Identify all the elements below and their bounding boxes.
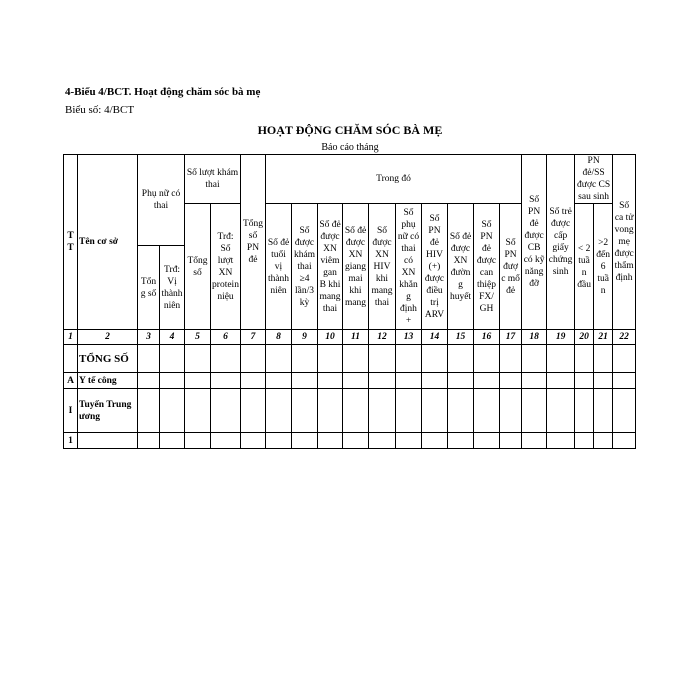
col-num: 18 — [522, 330, 547, 345]
table-row — [64, 389, 636, 433]
header-so-pn-de-can-thiep: Số PN đẻ được can thiệp FX/ GH — [474, 204, 500, 330]
row-code: I — [64, 389, 78, 433]
col-num: 20 — [575, 330, 594, 345]
header-so-phu-nu-hiv: Số phụ nữ có thai có XN khẳng định + — [396, 204, 422, 330]
col-num: 1 — [64, 330, 78, 345]
header-so-pn-de-hiv-arv: Số PN đẻ HIV (+) được điều trị ARV — [422, 204, 448, 330]
col-num: 7 — [241, 330, 266, 345]
header-so-tre-cap-giay: Số trẻ được cấp giấy chứng sinh — [547, 155, 575, 330]
header-trd-so-luot-xn: Trđ: Số lượt XN protein niệu — [211, 204, 241, 330]
header-so-de-xn-viem-gan: Số đẻ được XN viêm gan B khi mang thai — [318, 204, 343, 330]
col-num: 3 — [138, 330, 160, 345]
table-row — [64, 345, 636, 373]
report-heading: HOẠT ĐỘNG CHĂM SÓC BÀ MẸ — [257, 123, 443, 137]
header-tt: TT — [64, 155, 78, 330]
row-name: Tuyến Trung ương — [78, 389, 138, 433]
header-so-de-xn-duong-huyet: Số đẻ được XN đường huyết — [448, 204, 474, 330]
col-num: 12 — [369, 330, 396, 345]
form-number: Biểu số: 4/BCT — [65, 104, 135, 116]
header-ten-co-so: Tên cơ sở — [78, 155, 138, 330]
col-num: 14 — [422, 330, 448, 345]
col-num: 6 — [211, 330, 241, 345]
header-gt2-den-6-tuan: >2 đến 6 tuần — [594, 204, 613, 330]
col-num: 15 — [448, 330, 474, 345]
report-table — [63, 154, 636, 449]
row-name: TỔNG SỐ — [78, 345, 138, 373]
col-num: 11 — [343, 330, 369, 345]
row-name: Y tế công — [78, 373, 138, 389]
row-name — [78, 433, 138, 449]
header-tong-so: Tổng số — [138, 246, 160, 330]
col-num: 16 — [474, 330, 500, 345]
header-so-pn-mo-de: Số PN được mổ đẻ — [500, 204, 522, 330]
header-phu-nu-co-thai: Phụ nữ có thai — [138, 155, 185, 246]
report-subheading: Báo cáo tháng — [321, 142, 379, 153]
header-pn-de-ss-cs: PN đẻ/SS được CS sau sinh — [575, 155, 613, 204]
col-num: 4 — [160, 330, 185, 345]
header-so-luot-kham-thai: Số lượt khám thai — [185, 155, 241, 204]
header-so-ca-tu-vong-me: Số ca tử vong mẹ được thẩm định — [613, 155, 636, 330]
col-num: 10 — [318, 330, 343, 345]
col-num: 21 — [594, 330, 613, 345]
col-num: 13 — [396, 330, 422, 345]
col-num: 17 — [500, 330, 522, 345]
header-tong-so-2: Tổng số — [185, 204, 211, 330]
col-num: 2 — [78, 330, 138, 345]
header-so-duoc-kham-thai: Số được khám thai ≥4 lần/3 kỳ — [292, 204, 318, 330]
row-code: A — [64, 373, 78, 389]
form-title: 4-Biểu 4/BCT. Hoạt động chăm sóc bà mẹ — [65, 86, 261, 98]
header-so-duoc-xn-hiv: Số được XN HIV khi mang thai — [369, 204, 396, 330]
col-num: 9 — [292, 330, 318, 345]
header-so-de-xn-giang-mai: Số đẻ được XN giang mai khi mang — [343, 204, 369, 330]
col-num: 8 — [266, 330, 292, 345]
header-tong-so-pn-de: Tổng số PN đẻ — [241, 155, 266, 330]
header-lt2-tuan-dau: < 2 tuần đầu — [575, 204, 594, 330]
col-num: 19 — [547, 330, 575, 345]
col-num: 5 — [185, 330, 211, 345]
column-number-row — [64, 330, 636, 345]
header-trong-do: Trong đó — [266, 155, 522, 204]
col-num: 22 — [613, 330, 636, 345]
header-so-pn-de-duoc-cb: Số PN đẻ được CB có kỹ năng đỡ — [522, 155, 547, 330]
header-trd-vi-thanh-nien: Trđ: Vị thành niên — [160, 246, 185, 330]
header-so-de-tuoi-vtn: Số đẻ tuổi vị thành niên — [266, 204, 292, 330]
row-code — [64, 345, 78, 373]
table-row — [64, 373, 636, 389]
row-code: 1 — [64, 433, 78, 449]
table-row — [64, 433, 636, 449]
